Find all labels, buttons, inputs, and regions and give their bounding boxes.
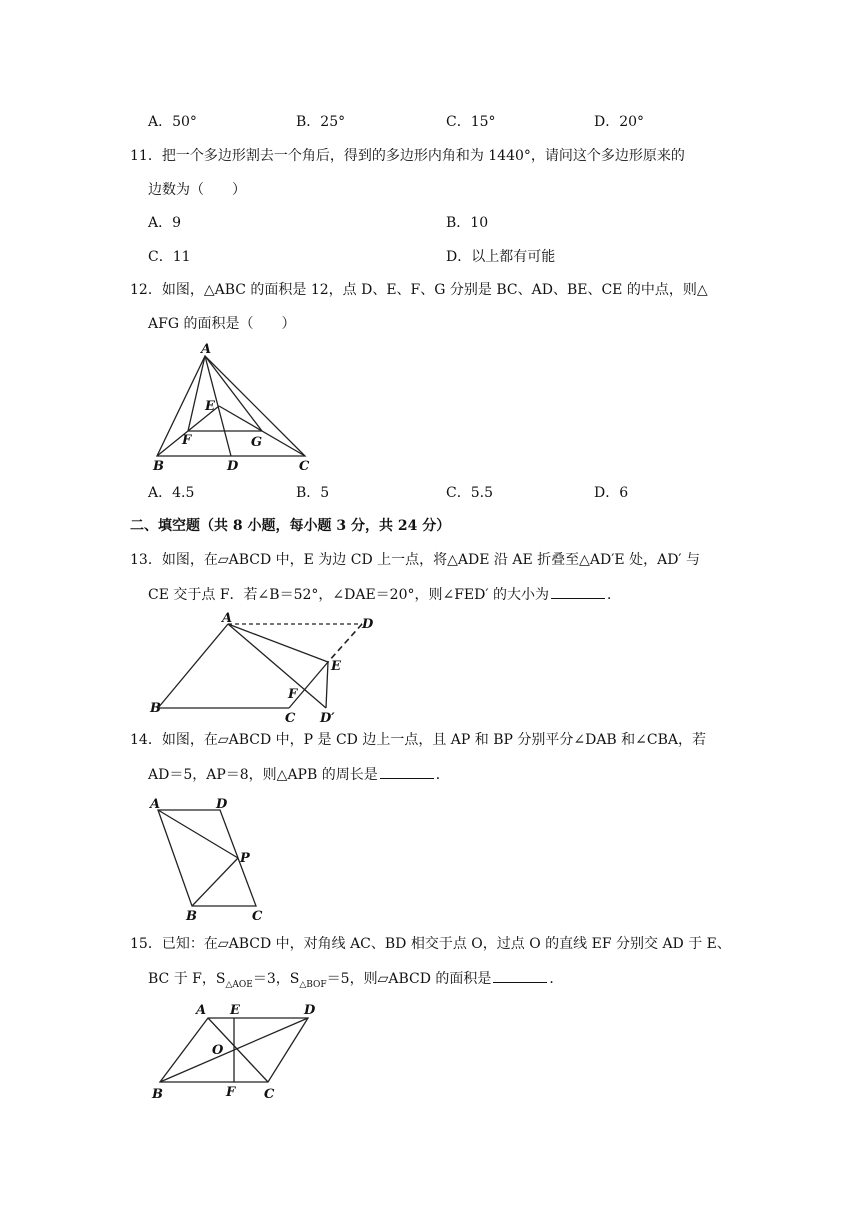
- q15-label-e: E: [230, 1003, 240, 1018]
- q12-label-d: D: [227, 459, 239, 474]
- q15-label-c: C: [264, 1087, 275, 1102]
- q12-text-line2: AFG 的面积是（ ）: [148, 316, 296, 332]
- q15-sub-aoe: △AOE: [225, 979, 253, 990]
- q12-option-d: D．6: [594, 485, 629, 501]
- q14-label-d: D: [216, 797, 228, 812]
- q10-option-a: A．50°: [148, 114, 197, 130]
- q11-option-b: B．10: [446, 215, 489, 231]
- q15-label-f: F: [226, 1085, 236, 1100]
- q13-segment-ae: [228, 624, 328, 662]
- q13-label-e: E: [331, 659, 341, 674]
- q13-figure: [148, 612, 378, 724]
- q13-label-c: C: [285, 711, 296, 726]
- q14-segment-bp: [192, 858, 238, 906]
- q13-segment-ab: [158, 624, 228, 708]
- q11-option-a: A．9: [148, 215, 182, 231]
- q15-text-line1: 15．已知：在▱ABCD 中，对角线 AC、BD 相交于点 O，过点 O 的直线 EF 分别交 AD 于 E、: [130, 936, 731, 952]
- q14-label-b: B: [186, 909, 197, 924]
- q12-option-c: C．5.5: [446, 485, 493, 501]
- q12-label-a: A: [201, 342, 212, 357]
- q12-segment-ag: [205, 356, 262, 431]
- q13-label-d-prime: D′: [320, 711, 335, 726]
- q14-figure: [146, 794, 276, 924]
- q15-label-a: A: [196, 1003, 207, 1018]
- q14-answer-blank: [380, 764, 434, 779]
- q12-label-e: E: [205, 399, 215, 414]
- q11-text-line1: 11．把一个多边形割去一个角后，得到的多边形内角和为 1440°，请问这个多边形原来的: [130, 148, 685, 164]
- q15-text-line2-b: ＝3，S: [252, 971, 300, 987]
- q15-text-line2-a: BC 于 F，S: [148, 971, 226, 987]
- q15-label-b: B: [152, 1087, 163, 1102]
- q15-figure: [148, 998, 328, 1108]
- q13-text-line2-end: ．: [607, 587, 621, 603]
- q13-label-a: A: [222, 611, 233, 626]
- section-heading-fill-in: 二、填空题（共 8 小题，每小题 3 分，共 24 分）: [130, 518, 451, 534]
- q13-text-line1: 13．如图，在▱ABCD 中，E 为边 CD 上一点，将△ADE 沿 AE 折叠至△AD′E 处，AD′ 与: [130, 552, 701, 568]
- q13-label-b: B: [150, 701, 161, 716]
- q12-label-b: B: [153, 459, 164, 474]
- q12-triangle-abc: [157, 356, 305, 456]
- q15-answer-blank: [493, 968, 547, 983]
- q12-text-line1: 12．如图，△ABC 的面积是 12，点 D、E、F、G 分别是 BC、AD、BE、CE 的中点，则△: [130, 282, 708, 298]
- q13-text-line2-main: CE 交于点 F．若∠B＝52°，∠DAE＝20°，则∠FED′ 的大小为: [148, 587, 549, 603]
- q12-option-b: B．5: [296, 485, 330, 501]
- q11-option-d: D．以上都有可能: [446, 249, 556, 265]
- q13-label-f: F: [288, 687, 298, 702]
- q14-label-p: P: [240, 851, 250, 866]
- q12-label-c: C: [299, 459, 310, 474]
- q13-segment-ad-prime: [228, 624, 326, 708]
- q15-text-line2-c: ＝5，则▱ABCD 的面积是: [326, 971, 492, 987]
- q14-label-c: C: [252, 909, 263, 924]
- q12-figure: [145, 342, 325, 474]
- q13-text-line2: [148, 584, 621, 605]
- q14-text-line2-end: ．: [435, 767, 450, 783]
- q15-text-line2: [148, 968, 563, 995]
- q12-label-g: G: [251, 435, 263, 450]
- q14-segment-ap: [158, 810, 238, 858]
- q13-answer-blank: [551, 584, 605, 599]
- q14-text-line2-main: AD＝5，AP＝8，则△APB 的周长是: [148, 767, 378, 783]
- q13-segment-ed-prime: [326, 662, 328, 708]
- q12-option-a: A．4.5: [148, 485, 195, 501]
- q13-label-d: D: [362, 617, 374, 632]
- q12-label-f: F: [182, 433, 192, 448]
- q11-option-c: C．11: [148, 249, 191, 265]
- q13-segment-de-dashed: [328, 624, 362, 662]
- q14-text-line2: [148, 764, 450, 785]
- q15-label-d: D: [304, 1003, 316, 1018]
- q10-option-b: B．25°: [296, 114, 346, 130]
- q11-text-line2: 边数为（ ）: [148, 182, 246, 198]
- q15-sub-bof: △BOF: [299, 979, 327, 990]
- q15-label-o: O: [212, 1043, 224, 1058]
- q10-option-c: C．15°: [446, 114, 496, 130]
- q15-text-line2-end: ．: [549, 971, 564, 987]
- q10-option-d: D．20°: [594, 114, 645, 130]
- q14-text-line1: 14．如图，在▱ABCD 中，P 是 CD 边上一点，且 AP 和 BP 分别平分∠DAB 和∠CBA，若: [130, 732, 707, 748]
- q14-label-a: A: [150, 797, 161, 812]
